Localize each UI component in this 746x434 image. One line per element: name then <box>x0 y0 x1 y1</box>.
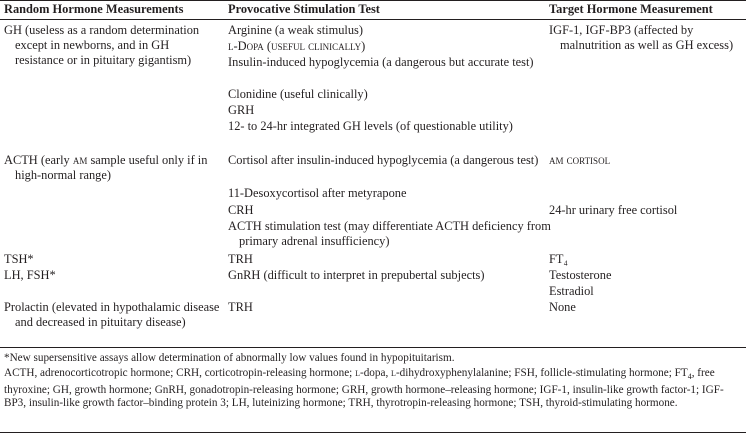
gh-test-1: Arginine (a weak stimulus) <box>228 23 364 37</box>
l-prefix: l <box>391 367 396 379</box>
acth-test-3: CRH <box>228 203 254 217</box>
tsh-test: TRH <box>228 252 253 266</box>
acth-test-2: 11-Desoxycortisol after metyrapone <box>228 186 407 200</box>
header-rule <box>0 19 746 20</box>
acth-test-1: Cortisol after insulin-induced hypoglycemia (a dangerous test) <box>228 153 539 167</box>
gh-test-2: l-Dopa (useful clinically) <box>228 39 366 53</box>
header-target: Target Hormone Measurement <box>549 2 713 16</box>
tsh-random: TSH* <box>4 252 34 266</box>
header-random: Random Hormone Measurements <box>4 2 184 16</box>
bottom-rule <box>0 432 746 433</box>
acth-test-4: ACTH stimulation test (may differentiate ACTH deficiency from primary adrenal insufficiency) <box>228 219 551 248</box>
am-label: am <box>72 153 88 167</box>
l-prefix: l <box>355 367 360 379</box>
tsh-target: FT₄ <box>549 252 568 266</box>
lh-test: GnRH (difficult to interpret in prepubertal subjects) <box>228 268 485 282</box>
lh-target-2: Estradiol <box>549 284 594 298</box>
acth-target-2: 24-hr urinary free cortisol <box>549 203 678 217</box>
footnote: *New supersensitive assays allow determination of abnormally low values found in hypopituitarism. <box>4 352 455 364</box>
lh-target-1: Testosterone <box>549 268 612 282</box>
prolactin-test: TRH <box>228 300 253 314</box>
header-provocative: Provocative Stimulation Test <box>228 2 380 16</box>
subscript-4: 4 <box>687 372 692 382</box>
gh-test-4: Clonidine (useful clinically) <box>228 87 368 101</box>
table-bottom-rule <box>0 347 746 348</box>
lh-random: LH, FSH* <box>4 268 56 282</box>
acth-random: ACTH (early am sample useful only if in high-normal range) <box>4 153 208 182</box>
acth-target-1: am cortisol <box>549 153 611 167</box>
gh-test-3: Insulin-induced hypoglycemia (a dangerous but accurate test) <box>228 55 534 69</box>
gh-target: IGF-1, IGF-BP3 (affected by malnutrition as well as GH excess) <box>549 23 734 52</box>
prolactin-random: Prolactin (elevated in hypothalamic disease and decreased in pituitary disease) <box>4 300 220 329</box>
abbreviations: ACTH, adrenocorticotropic hormone; CRH, corticotropin-releasing hormone; l-dopa, l-dihydroxyphenylalanine; FSH, follicle-stimulating hormone; $FT_4$, free thyroxine; GH, growth hormone; GnRH, gonadotropin-releasing hormone; GRH, growth hormone–releasing hormone; IGF-1, insulin-like growth factor-1; IGF-BP3, insulin-like growth factor–binding protein 3; LH, luteinizing hormone; TRH, thyrotropin-releasing hormone; TSH, thyroid-stimulating hormone. <box>4 367 724 410</box>
prolactin-target: None <box>549 300 576 314</box>
gh-random: GH (useless as a random determination except in newborns, and in GH resistance or in pituitary gigantism) <box>4 23 200 67</box>
gh-test-5: GRH <box>228 103 255 117</box>
gh-test-6: 12- to 24-hr integrated GH levels (of questionable utility) <box>228 119 513 133</box>
